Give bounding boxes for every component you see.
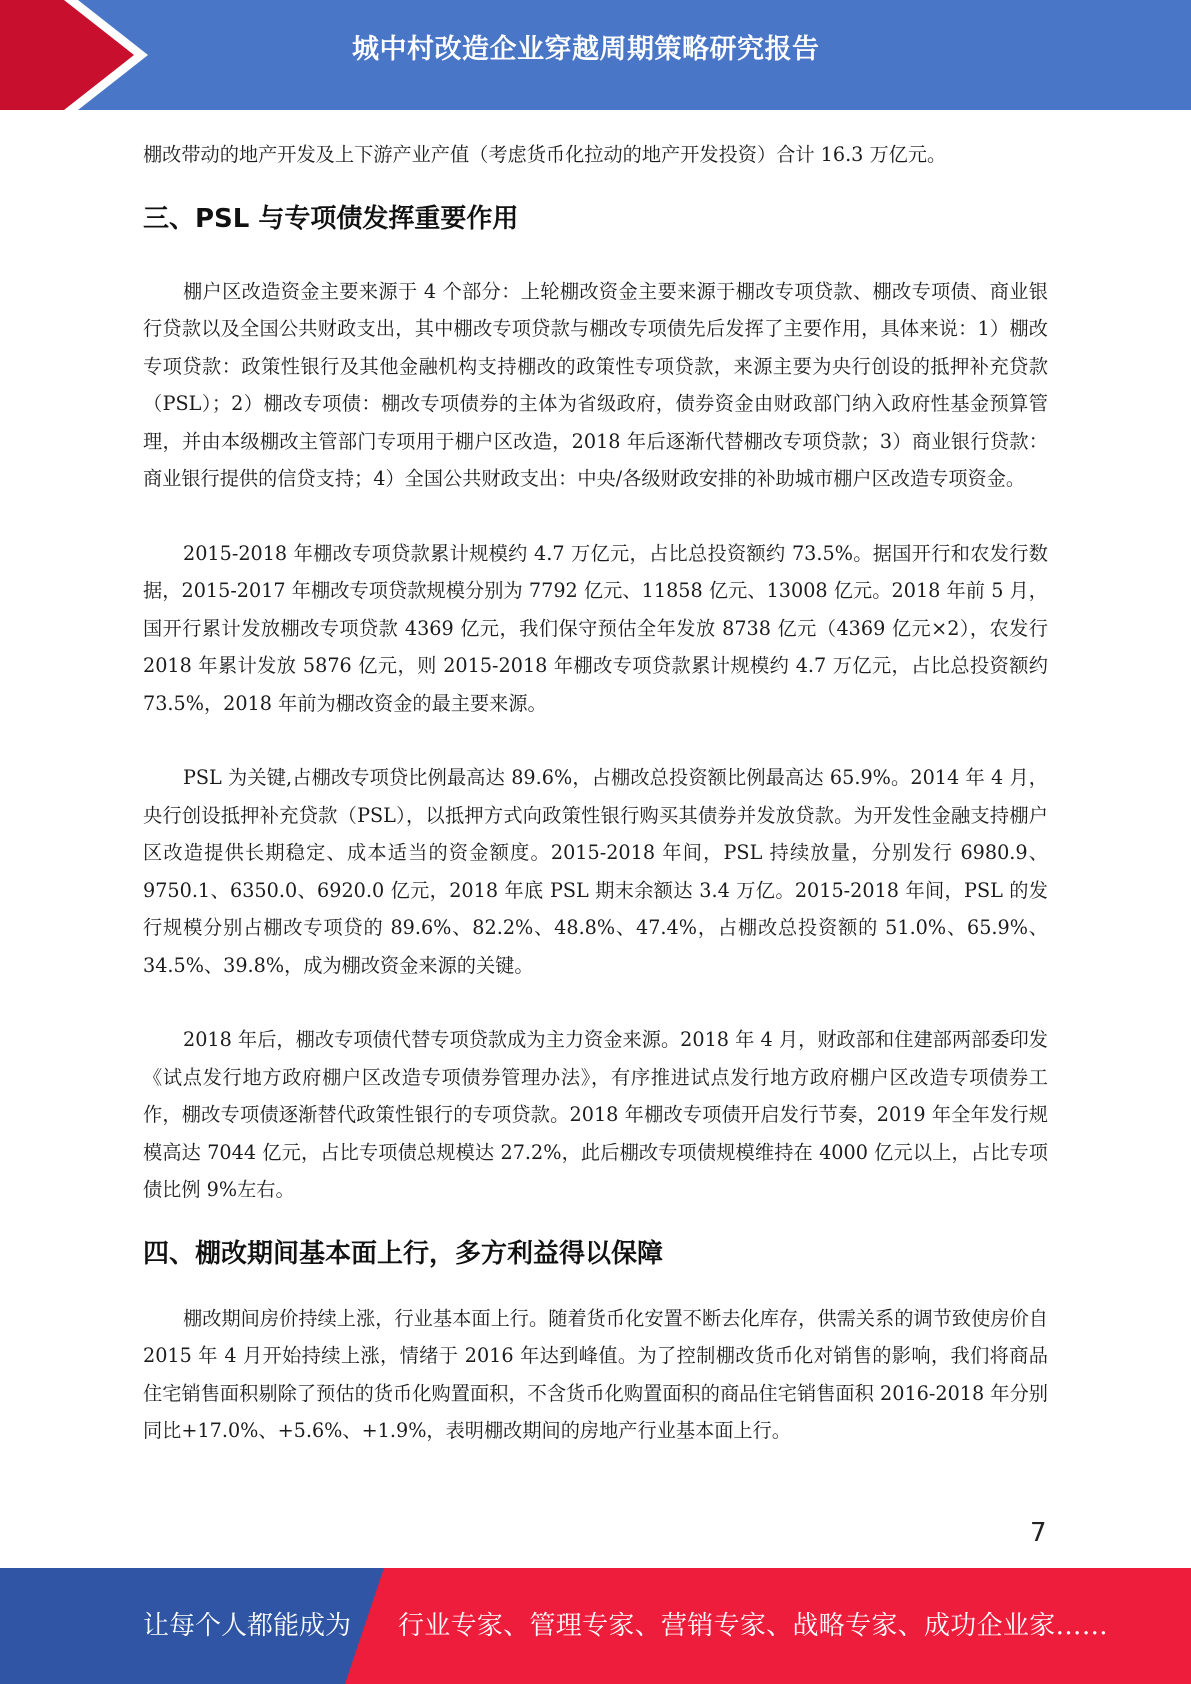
footer-slogan-right: 行业专家、管理专家、营销专家、战略专家、成功企业家…… bbox=[398, 1611, 1109, 1641]
page-header bbox=[0, 0, 1191, 110]
header-title: 城中村改造企业穿越周期策略研究报告 bbox=[352, 34, 820, 65]
section-heading-3: 三、PSL 与专项债发挥重要作用 bbox=[143, 203, 519, 234]
page-footer bbox=[0, 1568, 1191, 1684]
section-heading-4: 四、棚改期间基本面上行，多方利益得以保障 bbox=[143, 1238, 664, 1269]
paragraph-special-loans: 2015-2018 年棚改专项贷款累计规模约 4.7 万亿元，占比总投资额约 73.5%。据国开行和农发行数据，2015-2017 年棚改专项贷款规模分别为 7792 亿元、11858 亿元、13008 亿元。2018 年前 5 月，国开行累计发放棚改专项贷款 4369 亿元，我们保守预估全年发放 8738 亿元（4369 亿元×2），农发行 2018 年累计发放 5876 亿元，则 2015-2018 年棚改专项贷款累计规模约 4.7 万亿元，占比总投资额约 73.5%，2018 年前为棚改资金的最主要来源。 bbox=[143, 541, 1048, 715]
paragraph-special-bonds: 2018 年后，棚改专项债代替专项贷款成为主力资金来源。2018 年 4 月，财政部和住建部两部委印发《试点发行地方政府棚户区改造专项债券管理办法》，有序推进试点发行地方政府棚户区改造专项债券工作，棚改专项债逐渐替代政策性银行的专项贷款。2018 年棚改专项债开启发行节奏，2019 年全年发行规模高达 7044 亿元，占比专项债总规模达 27.2%，此后棚改专项债规模维持在 4000 亿元以上，占比专项债比例 9%左右。 bbox=[143, 1028, 1048, 1202]
paragraph-continuation: 棚改带动的地产开发及上下游产业产值（考虑货币化拉动的地产开发投资）合计 16.3 万亿元。 bbox=[143, 143, 947, 166]
footer-slogan-left: 让每个人都能成为 bbox=[143, 1611, 352, 1641]
paragraph-psl: PSL 为关键,占棚改专项贷比例最高达 89.6%，占棚改总投资额比例最高达 65.9%。2014 年 4 月，央行创设抵押补充贷款（PSL），以抵押方式向政策性银行购买其债券并发放贷款。为开发性金融支持棚户区改造提供长期稳定、成本适当的资金额度。2015-2018 年间，PSL 持续放量，分别发行 6980.9、9750.1、6350.0、6920.0 亿元，2018 年底 PSL 期末余额达 3.4 万亿。2015-2018 年间，PSL 的发行规模分别占棚改专项贷的 89.6%、82.2%、48.8%、47.4%，占棚改总投资额的 51.0%、65.9%、34.5%、39.8%，成为棚改资金来源的关键。 bbox=[143, 766, 1048, 977]
paragraph-fundamentals: 棚改期间房价持续上涨，行业基本面上行。随着货币化安置不断去化库存，供需关系的调节致使房价自 2015 年 4 月开始持续上涨，情绪于 2016 年达到峰值。为了控制棚改货币化对销售的影响，我们将商品住宅销售面积剔除了预估的货币化购置面积，不含货币化购置面积的商品住宅销售面积 2016-2018 年分别同比+17.0%、+5.6%、+1.9%，表明棚改期间的房地产行业基本面上行。 bbox=[143, 1306, 1048, 1443]
page-number: 7 bbox=[1030, 1518, 1047, 1548]
document-body bbox=[143, 126, 1048, 1450]
paragraph-funding-sources: 棚户区改造资金主要来源于 4 个部分：上轮棚改资金主要来源于棚改专项贷款、棚改专项债、商业银行贷款以及全国公共财政支出，其中棚改专项贷款与棚改专项债先后发挥了主要作用，具体来说：1）棚改专项贷款：政策性银行及其他金融机构支持棚改的政策性专项贷款，来源主要为央行创设的抵押补充贷款（PSL）；2）棚改专项债：棚改专项债券的主体为省级政府，债券资金由财政部门纳入政府性基金预算管理，并由本级棚改主管部门专项用于棚户区改造，2018 年后逐渐代替棚改专项贷款；3）商业银行贷款：商业银行提供的信贷支持；4）全国公共财政支出：中央/各级财政安排的补助城市棚户区改造专项资金。 bbox=[143, 279, 1048, 491]
